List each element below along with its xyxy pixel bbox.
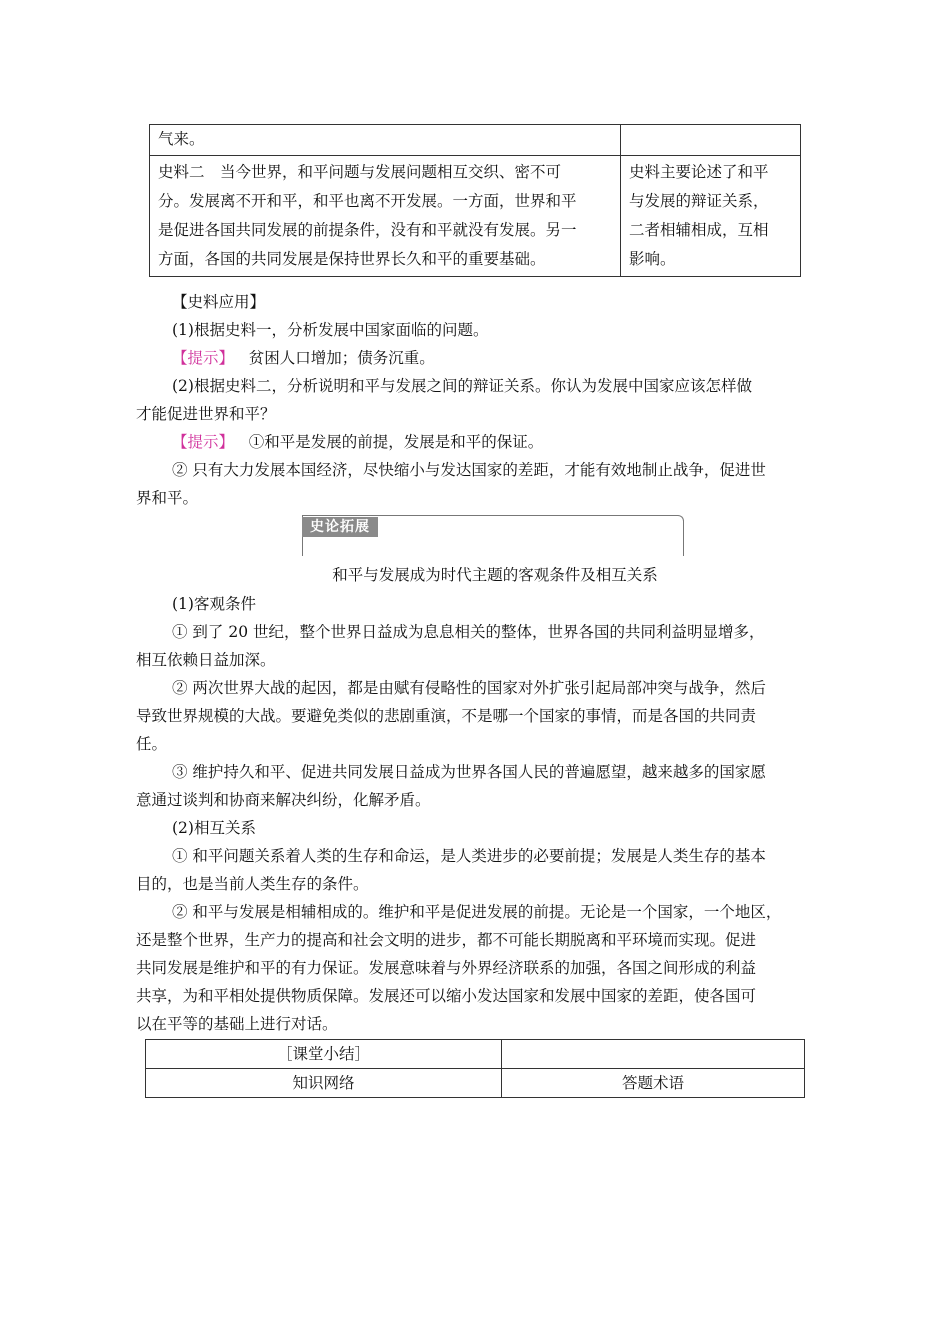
- banner-label: 史论拓展: [302, 517, 378, 537]
- paragraph-line: 以在平等的基础上进行对话。: [136, 1015, 338, 1033]
- paragraph-line: ① 和平问题关系着人类的生存和命运，是人类进步的必要前提；发展是人类生存的基本: [172, 847, 766, 865]
- table-row: [146, 1040, 805, 1069]
- table-row: [146, 1069, 805, 1098]
- paragraph-line: 相互依赖日益加深。: [136, 651, 276, 669]
- table-row: [150, 156, 801, 277]
- paragraph-line: 导致世界规模的大战。要避免类似的悲剧重演，不是哪一个国家的事情，而是各国的共同责: [136, 707, 757, 725]
- paragraph-line: ② 和平与发展是相辅相成的。维护和平是促进发展的前提。无论是一个国家，一个地区，: [172, 903, 782, 921]
- answer-2: [172, 432, 543, 452]
- question-2-line1: (2)根据史料二，分析说明和平与发展之间的辩证关系。你认为发展中国家应该怎样做: [172, 377, 752, 395]
- table-cell: [621, 125, 801, 156]
- paragraph-line: 任。: [136, 735, 168, 753]
- extension-title: 和平与发展成为时代主题的客观条件及相互关系: [332, 566, 658, 584]
- paragraph-line: 目的，也是当前人类生存的条件。: [136, 875, 369, 893]
- analysis-cell: [621, 156, 801, 277]
- cell-line: 是促进各国共同发展的前提条件，没有和平就没有发展。另一: [158, 221, 577, 239]
- summary-table: [145, 1039, 805, 1098]
- answer-terms-header: 答题术语: [502, 1069, 805, 1098]
- application-heading: 【史料应用】: [172, 293, 266, 311]
- summary-cell: ［课堂小结］: [146, 1040, 502, 1069]
- section-banner: [302, 515, 684, 557]
- paragraph-line: ① 到了 20 世纪，整个世界日益成为息息相关的整体，世界各国的共同利益明显增多，: [172, 623, 765, 641]
- answer-text: ①和平是发展的前提，发展是和平的保证。: [248, 433, 544, 451]
- answer-text: 贫困人口增加；债务沉重。: [248, 349, 435, 367]
- cell-line: 方面，各国的共同发展是保持世界长久和平的重要基础。: [158, 250, 546, 268]
- paragraph-line: 还是整个世界，生产力的提高和社会文明的进步，都不可能长期脱离和平环境而实现。促进: [136, 931, 757, 949]
- cell-line: 分。发展离不开和平，和平也离不开发展。一方面，世界和平: [158, 192, 577, 210]
- tip-label: 【提示】: [172, 433, 235, 451]
- answer-2-line2: ② 只有大力发展本国经济，尽快缩小与发达国家的差距，才能有效地制止战争，促进世: [172, 461, 766, 479]
- question-2-line2: 才能促进世界和平？: [136, 405, 276, 423]
- cell-line: 影响。: [629, 250, 676, 268]
- cell-line: 与发展的辩证关系，: [629, 192, 769, 210]
- tip-label: 【提示】: [172, 349, 235, 367]
- subheading-conditions: (1)客观条件: [172, 595, 256, 613]
- paragraph-line: ② 两次世界大战的起因，都是由赋有侵略性的国家对外扩张引起局部冲突与战争，然后: [172, 679, 766, 697]
- paragraph-line: ③ 维护持久和平、促进共同发展日益成为世界各国人民的普遍愿望，越来越多的国家愿: [172, 763, 766, 781]
- table-cell: 气来。: [150, 125, 621, 156]
- paragraph-line: 共享，为和平相处提供物质保障。发展还可以缩小发达国家和发展中国家的差距，使各国可: [136, 987, 757, 1005]
- source-table: [149, 124, 801, 277]
- cell-line: 史料二 当今世界，和平问题与发展问题相互交织、密不可: [158, 163, 562, 181]
- cell-line: 史料主要论述了和平: [629, 163, 769, 181]
- table-row: [150, 125, 801, 156]
- paragraph-line: 共同发展是维护和平的有力保证。发展意味着与外界经济联系的加强，各国之间形成的利益: [136, 959, 757, 977]
- cell-line: 二者相辅相成，互相: [629, 221, 769, 239]
- knowledge-network-header: 知识网络: [146, 1069, 502, 1098]
- answer-2-line3: 界和平。: [136, 489, 199, 507]
- question-1: (1)根据史料一，分析发展中国家面临的问题。: [172, 321, 489, 339]
- answer-1: [172, 348, 435, 368]
- paragraph-line: 意通过谈判和协商来解决纠纷，化解矛盾。: [136, 791, 431, 809]
- table-cell: [502, 1040, 805, 1069]
- subheading-relations: (2)相互关系: [172, 819, 256, 837]
- source-two-cell: [150, 156, 621, 277]
